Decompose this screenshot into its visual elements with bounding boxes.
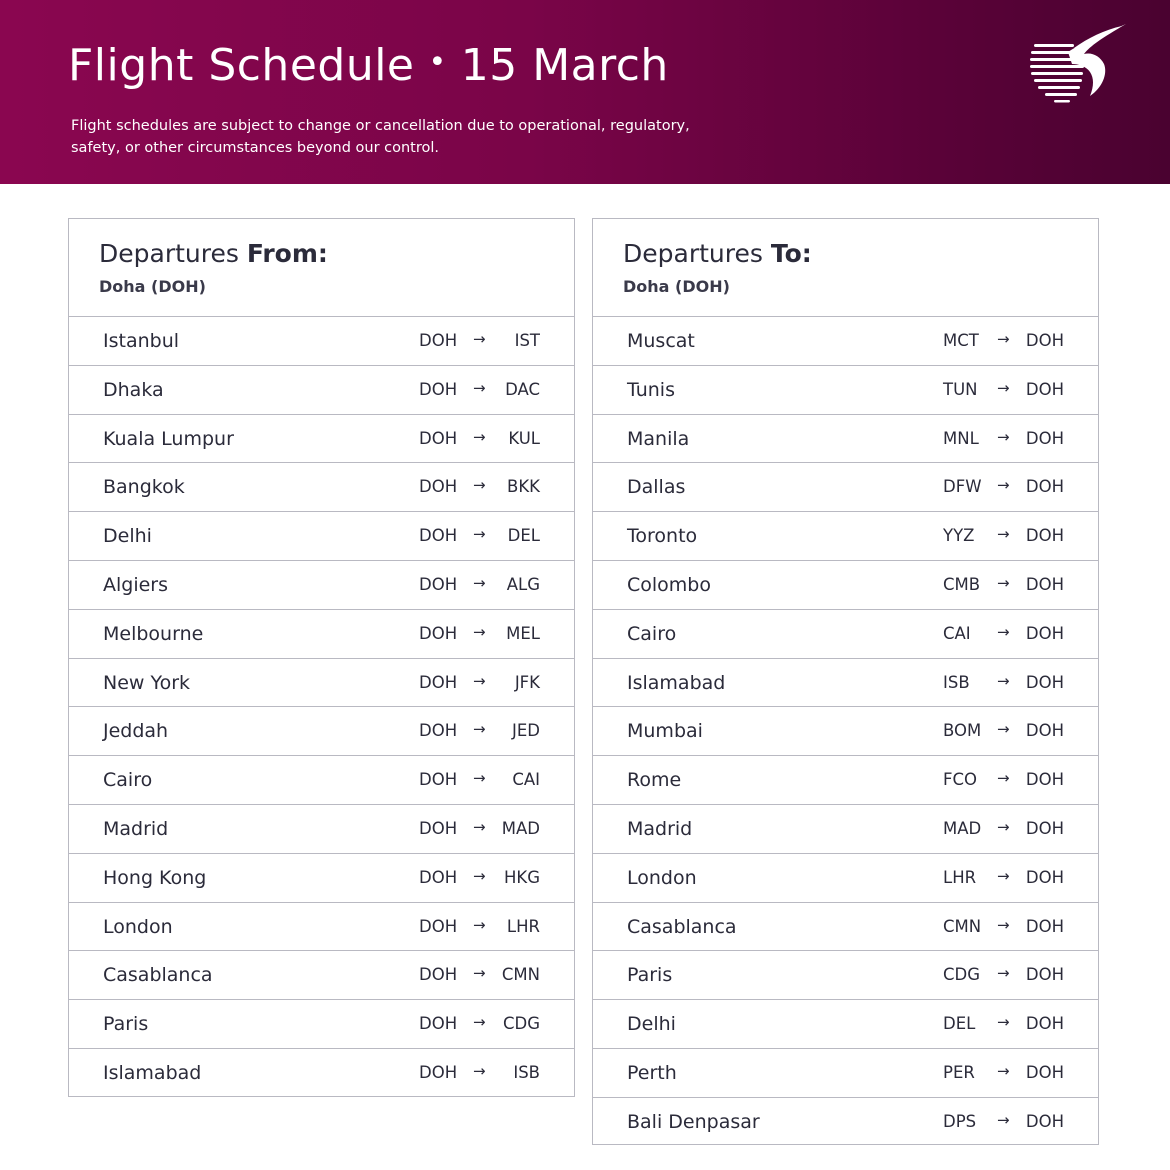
route-city: Kuala Lumpur bbox=[103, 427, 234, 450]
origin-code: DOH bbox=[419, 965, 458, 985]
flight-row bbox=[69, 707, 574, 756]
origin-code: DOH bbox=[419, 379, 458, 399]
departures-to-title-regular: Departures bbox=[623, 239, 763, 268]
destination-code: KUL bbox=[508, 428, 540, 448]
flight-row bbox=[593, 317, 1098, 366]
flight-row bbox=[69, 903, 574, 952]
origin-code: FCO bbox=[943, 770, 977, 790]
arrow-right-icon: → bbox=[997, 1110, 1010, 1129]
origin-code: ISB bbox=[943, 672, 970, 692]
origin-code: CMB bbox=[943, 574, 981, 594]
flight-row bbox=[593, 415, 1098, 464]
arrow-right-icon: → bbox=[997, 476, 1010, 495]
destination-code: DOH bbox=[1025, 428, 1064, 448]
origin-code: DOH bbox=[419, 574, 458, 594]
departures-to-panel bbox=[592, 218, 1099, 1145]
page-date: 15 March bbox=[460, 40, 669, 91]
origin-code: DOH bbox=[419, 867, 458, 887]
origin-code: DOH bbox=[419, 623, 458, 643]
destination-code: DOH bbox=[1025, 623, 1064, 643]
departures-from-header bbox=[69, 219, 574, 317]
route-city: Bali Denpasar bbox=[627, 1110, 760, 1133]
arrow-right-icon: → bbox=[997, 964, 1010, 983]
arrow-right-icon: → bbox=[473, 476, 486, 495]
route-city: Hong Kong bbox=[103, 866, 207, 889]
flight-row bbox=[69, 1000, 574, 1049]
arrow-right-icon: → bbox=[997, 817, 1010, 836]
origin-code: CMN bbox=[943, 916, 982, 936]
route-city: Delhi bbox=[103, 525, 152, 548]
route-city: Bangkok bbox=[103, 476, 185, 499]
origin-code: DEL bbox=[943, 1014, 976, 1034]
origin-code: DOH bbox=[419, 331, 458, 350]
destination-code: ALG bbox=[506, 574, 540, 594]
departures-to-subtitle: Doha (DOH) bbox=[623, 277, 730, 296]
origin-code: TUN bbox=[943, 379, 978, 399]
destination-code: DOH bbox=[1025, 770, 1064, 790]
destination-code: ISB bbox=[513, 1062, 540, 1082]
arrow-right-icon: → bbox=[473, 622, 486, 641]
destination-code: DOH bbox=[1025, 477, 1064, 497]
arrow-right-icon: → bbox=[473, 671, 486, 690]
route-city: Cairo bbox=[103, 769, 153, 792]
arrow-right-icon: → bbox=[473, 573, 486, 592]
arrow-right-icon: → bbox=[473, 817, 486, 836]
route-city: Mumbai bbox=[627, 720, 703, 743]
flight-row bbox=[69, 561, 574, 610]
route-city: Algiers bbox=[103, 573, 169, 596]
departures-from-panel bbox=[68, 218, 575, 1097]
destination-code: CMN bbox=[501, 965, 540, 985]
route-city: Perth bbox=[627, 1061, 677, 1084]
flight-row bbox=[593, 610, 1098, 659]
arrow-right-icon: → bbox=[997, 915, 1010, 934]
flight-row bbox=[69, 1049, 574, 1098]
route-city: Paris bbox=[103, 1013, 149, 1036]
arrow-right-icon: → bbox=[473, 378, 486, 397]
destination-code: JED bbox=[512, 721, 540, 741]
route-city: Rome bbox=[627, 769, 682, 792]
route-city: Istanbul bbox=[103, 330, 180, 352]
oryx-logo-icon bbox=[1028, 22, 1128, 106]
arrow-right-icon: → bbox=[473, 720, 486, 739]
page-title-text: Flight Schedule bbox=[68, 40, 415, 91]
flight-row bbox=[593, 854, 1098, 903]
destination-code: DOH bbox=[1025, 1062, 1064, 1082]
title-separator: • bbox=[428, 44, 447, 80]
route-city: Casablanca bbox=[103, 964, 213, 987]
flight-row bbox=[593, 707, 1098, 756]
origin-code: DFW bbox=[943, 477, 982, 497]
route-city: Dallas bbox=[627, 476, 686, 499]
arrow-right-icon: → bbox=[473, 427, 486, 446]
flight-row bbox=[593, 659, 1098, 708]
origin-code: CAI bbox=[943, 623, 971, 643]
departures-from-subtitle: Doha (DOH) bbox=[99, 277, 206, 296]
destination-code: DOH bbox=[1025, 1014, 1064, 1034]
route-city: Paris bbox=[627, 964, 673, 987]
route-city: New York bbox=[103, 671, 191, 694]
departures-from-title bbox=[99, 239, 328, 268]
origin-code: DOH bbox=[419, 477, 458, 497]
origin-code: MAD bbox=[943, 818, 982, 838]
destination-code: DOH bbox=[1025, 818, 1064, 838]
flight-row bbox=[69, 805, 574, 854]
departures-from-title-regular: Departures bbox=[99, 239, 239, 268]
arrow-right-icon: → bbox=[473, 1013, 486, 1032]
arrow-right-icon: → bbox=[473, 769, 486, 788]
origin-code: DOH bbox=[419, 721, 458, 741]
arrow-right-icon: → bbox=[473, 915, 486, 934]
origin-code: CDG bbox=[943, 965, 981, 985]
origin-code: DOH bbox=[419, 770, 458, 790]
arrow-right-icon: → bbox=[997, 573, 1010, 592]
destination-code: DOH bbox=[1025, 672, 1064, 692]
route-city: Melbourne bbox=[103, 622, 204, 645]
origin-code: DOH bbox=[419, 818, 458, 838]
arrow-right-icon: → bbox=[473, 525, 486, 544]
departures-to-title bbox=[623, 239, 812, 268]
route-city: Toronto bbox=[627, 525, 698, 548]
route-city: Islamabad bbox=[627, 671, 726, 694]
page-title bbox=[68, 40, 669, 91]
arrow-right-icon: → bbox=[473, 330, 486, 348]
departures-from-title-bold: From: bbox=[246, 239, 328, 268]
destination-code: CAI bbox=[512, 770, 540, 790]
destination-code: HKG bbox=[503, 867, 540, 887]
flight-row bbox=[69, 317, 574, 366]
arrow-right-icon: → bbox=[997, 427, 1010, 446]
route-city: Casablanca bbox=[627, 915, 737, 938]
origin-code: MNL bbox=[943, 428, 979, 448]
destination-code: DOH bbox=[1025, 721, 1064, 741]
origin-code: DOH bbox=[419, 428, 458, 448]
destination-code: DOH bbox=[1025, 867, 1064, 887]
destination-code: DOH bbox=[1025, 331, 1064, 350]
route-city: Madrid bbox=[627, 817, 693, 840]
arrow-right-icon: → bbox=[997, 378, 1010, 397]
origin-code: YYZ bbox=[943, 526, 975, 546]
arrow-right-icon: → bbox=[997, 769, 1010, 788]
departures-from-list bbox=[69, 317, 574, 1098]
route-city: Muscat bbox=[627, 330, 695, 352]
destination-code: DOH bbox=[1025, 916, 1064, 936]
arrow-right-icon: → bbox=[997, 622, 1010, 641]
route-city: Manila bbox=[627, 427, 690, 450]
flight-row bbox=[593, 1098, 1098, 1147]
origin-code: DOH bbox=[419, 526, 458, 546]
flight-row bbox=[69, 659, 574, 708]
flight-row bbox=[593, 951, 1098, 1000]
flight-row bbox=[593, 463, 1098, 512]
origin-code: DOH bbox=[419, 672, 458, 692]
flight-row bbox=[593, 1049, 1098, 1098]
destination-code: MAD bbox=[501, 818, 540, 838]
destination-code: CDG bbox=[502, 1014, 540, 1034]
arrow-right-icon: → bbox=[473, 866, 486, 885]
destination-code: LHR bbox=[506, 916, 540, 936]
flight-row bbox=[69, 951, 574, 1000]
arrow-right-icon: → bbox=[473, 964, 486, 983]
flight-row bbox=[69, 854, 574, 903]
destination-code: DOH bbox=[1025, 965, 1064, 985]
arrow-right-icon: → bbox=[997, 720, 1010, 739]
route-city: Delhi bbox=[627, 1013, 676, 1036]
destination-code: BKK bbox=[507, 477, 540, 497]
route-city: Tunis bbox=[627, 378, 675, 401]
origin-code: MCT bbox=[943, 331, 979, 350]
flight-row bbox=[593, 366, 1098, 415]
route-city: Madrid bbox=[103, 817, 169, 840]
flight-row bbox=[593, 1000, 1098, 1049]
flight-row bbox=[593, 805, 1098, 854]
origin-code: DOH bbox=[419, 1014, 458, 1034]
route-city: Cairo bbox=[627, 622, 677, 645]
origin-code: PER bbox=[943, 1062, 975, 1082]
route-city: Colombo bbox=[627, 573, 711, 596]
arrow-right-icon: → bbox=[997, 866, 1010, 885]
destination-code: MEL bbox=[506, 623, 540, 643]
destination-code: DAC bbox=[505, 379, 540, 399]
arrow-right-icon: → bbox=[997, 525, 1010, 544]
arrow-right-icon: → bbox=[997, 1061, 1010, 1080]
origin-code: BOM bbox=[943, 721, 982, 741]
destination-code: JFK bbox=[514, 672, 540, 692]
flight-row bbox=[593, 561, 1098, 610]
route-city: Dhaka bbox=[103, 378, 164, 401]
route-city: Jeddah bbox=[103, 720, 169, 743]
flight-row bbox=[69, 463, 574, 512]
destination-code: DOH bbox=[1025, 1111, 1064, 1131]
destination-code: DOH bbox=[1025, 574, 1064, 594]
header-banner bbox=[0, 0, 1170, 184]
destination-code: DOH bbox=[1025, 379, 1064, 399]
flight-row bbox=[593, 903, 1098, 952]
origin-code: DPS bbox=[943, 1111, 977, 1131]
departures-to-title-bold: To: bbox=[770, 239, 812, 268]
arrow-right-icon: → bbox=[997, 330, 1010, 348]
destination-code: IST bbox=[514, 331, 540, 350]
flight-row bbox=[593, 756, 1098, 805]
departures-to-list bbox=[593, 317, 1098, 1147]
arrow-right-icon: → bbox=[473, 1061, 486, 1080]
flight-row bbox=[69, 756, 574, 805]
flight-row bbox=[69, 610, 574, 659]
origin-code: LHR bbox=[943, 867, 977, 887]
disclaimer-text: Flight schedules are subject to change or cancellation due to operational, regulatory, safety, or other circumstances beyond our control. bbox=[71, 118, 690, 156]
flight-row bbox=[69, 366, 574, 415]
arrow-right-icon: → bbox=[997, 1013, 1010, 1032]
route-city: London bbox=[627, 866, 697, 889]
arrow-right-icon: → bbox=[997, 671, 1010, 690]
flight-row bbox=[69, 512, 574, 561]
destination-code: DEL bbox=[507, 526, 540, 546]
flight-row bbox=[593, 512, 1098, 561]
origin-code: DOH bbox=[419, 1062, 458, 1082]
departures-to-header bbox=[593, 219, 1098, 317]
route-city: London bbox=[103, 915, 173, 938]
destination-code: DOH bbox=[1025, 526, 1064, 546]
route-city: Islamabad bbox=[103, 1061, 202, 1084]
origin-code: DOH bbox=[419, 916, 458, 936]
flight-row bbox=[69, 415, 574, 464]
